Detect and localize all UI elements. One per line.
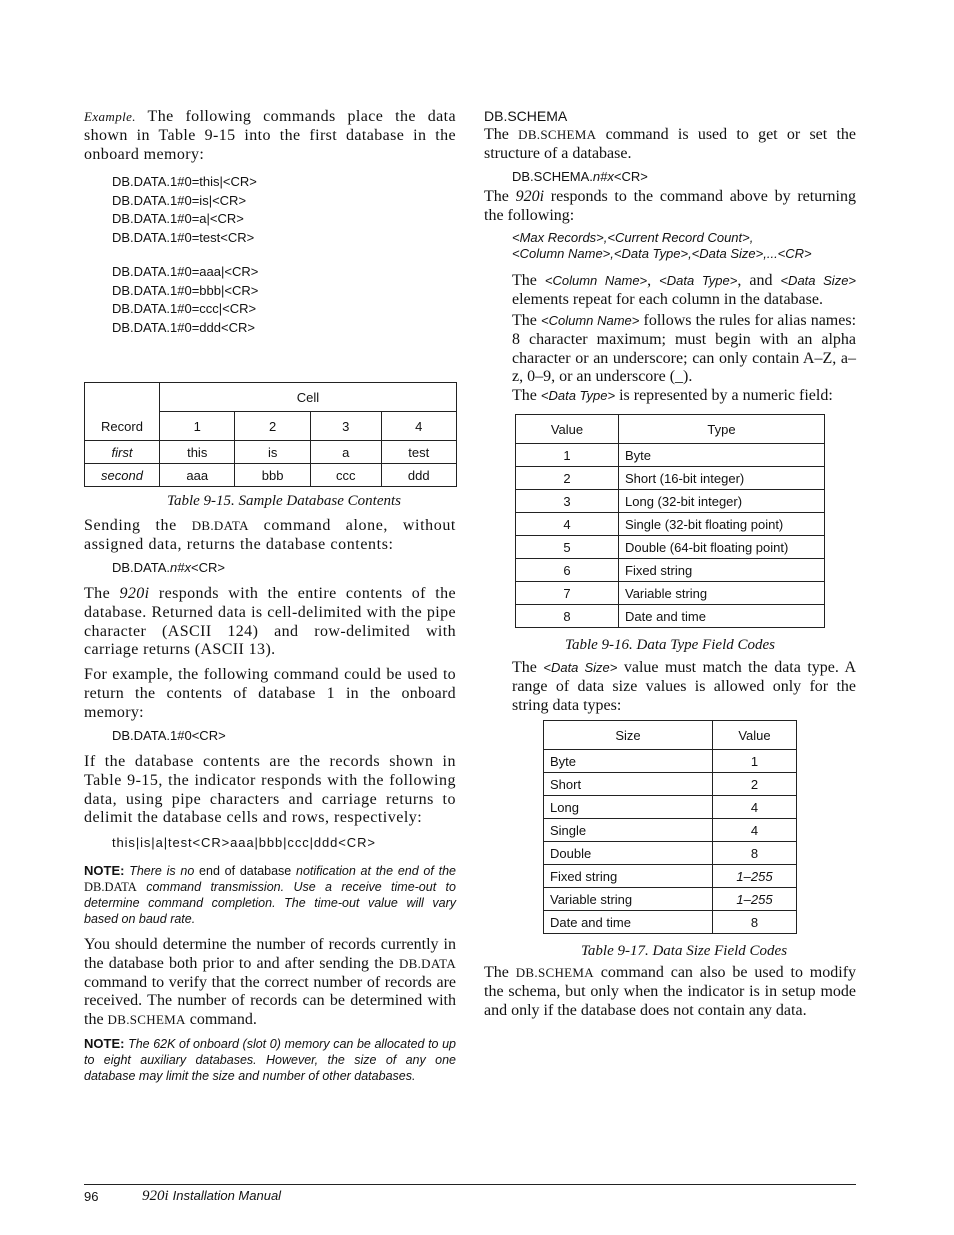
row-label: second <box>85 464 160 487</box>
table-cell: Short <box>544 773 713 796</box>
text-run: command can also be used to modify the schema, but only when the indicator is in setup mode and only if the database does not contain any data. <box>484 964 857 1019</box>
table-cell: 7 <box>516 582 619 605</box>
example-paragraph <box>84 108 456 164</box>
table-cell: 4 <box>713 819 797 842</box>
table-row <box>544 773 797 796</box>
column-header: Size <box>544 721 713 750</box>
table-row <box>85 464 457 487</box>
text-run: command to verify that the correct number of records are received. The number of records can be determined with the <box>84 973 456 1029</box>
page-footer <box>84 1184 856 1204</box>
command-ref: DB.SCHEMA <box>515 965 594 980</box>
text-run: command transmission. Use a receive time-out to determine command completion. The time-out value will vary based on baud rate. <box>84 880 456 926</box>
example2-command: DB.DATA.1#0<CR> <box>112 728 226 743</box>
note-label: NOTE: <box>84 863 125 878</box>
data-type-paragraph <box>512 387 856 406</box>
command-ref: DB.DATA <box>398 955 457 971</box>
table-row <box>516 559 825 582</box>
manual-title: Installation Manual <box>172 1188 282 1203</box>
table-cell: Fixed string <box>619 559 825 582</box>
text-run: responds with the entire contents of the database. Returned data is cell-delimited with the pipe character (ASCII 124) and row-delimited with carriage returns (ASCII 13). <box>84 585 457 659</box>
table-row <box>544 819 797 842</box>
command-list-1 <box>112 173 452 247</box>
sending-paragraph <box>84 517 456 555</box>
table-9-16 <box>515 414 825 628</box>
table-cell: test <box>381 441 456 464</box>
text-run: The <box>512 272 537 289</box>
column-header: Value <box>713 721 797 750</box>
column-header: 2 <box>235 412 310 441</box>
table-cell: this <box>160 441 235 464</box>
response-line: <Column Name>,<Data Type>,<Data Size>,...<CR> <box>512 246 812 261</box>
text-run: The <box>484 964 509 981</box>
table-cell: Single <box>544 819 713 842</box>
response-line: <Max Records>,<Current Record Count>, <box>512 230 754 245</box>
table-cell: 8 <box>713 911 797 934</box>
text-run: follows the rules for alias names: 8 character maximum; must begin with an alpha character or an underscore; can only contain A–Z, a–z, 0–9, or an underscore (_). <box>512 312 857 386</box>
column-header: Type <box>619 415 825 444</box>
dbdata-command <box>112 559 452 578</box>
column-header: 3 <box>310 412 381 441</box>
text-run: The 62K of onboard (slot 0) memory can be allocated to up to eight auxiliary databases. However, the size of any one database may limit the size and number of other databases. <box>84 1037 456 1083</box>
record-header: Record <box>85 383 160 441</box>
table-row <box>85 441 457 464</box>
text-run: command. <box>189 1011 257 1029</box>
command-line: DB.DATA.1#0=is|<CR> <box>112 192 247 208</box>
text-run: and <box>749 272 773 289</box>
text-run: <CR> <box>191 560 225 575</box>
schema-response-format <box>512 230 856 262</box>
table-row <box>516 490 825 513</box>
text-run: DB.SCHEMA. <box>512 169 593 184</box>
table-row <box>544 842 797 865</box>
determine-paragraph <box>84 936 456 1030</box>
data-size-paragraph <box>512 659 856 715</box>
table-cell: Variable string <box>544 888 713 911</box>
table-cell: Long (32-bit integer) <box>619 490 825 513</box>
table-cell: Fixed string <box>544 865 713 888</box>
schema-responds <box>484 188 856 226</box>
command-line: DB.DATA.1#0=ccc|<CR> <box>112 301 257 317</box>
text-run: notification at the end of the <box>296 864 456 878</box>
note-2 <box>84 1036 456 1084</box>
text-run: The <box>484 126 509 143</box>
table-row <box>544 888 797 911</box>
text-run: The <box>484 188 509 205</box>
table-cell: 1–255 <box>713 888 797 911</box>
row-label: first <box>85 441 160 464</box>
table-cell: 3 <box>516 490 619 513</box>
command-ref: DB.SCHEMA <box>107 1012 186 1028</box>
table-row <box>516 605 825 628</box>
table-9-15-caption: Table 9-15. Sample Database Contents <box>166 493 402 509</box>
schema-intro <box>484 126 856 164</box>
table-cell: 1 <box>516 444 619 467</box>
section-heading: DB.SCHEMA <box>484 108 568 124</box>
text-run: end of database <box>199 864 292 878</box>
text-run: n#x <box>170 560 191 575</box>
term: <Data Size> <box>543 660 618 675</box>
text-run: The <box>84 585 111 602</box>
table-cell: a <box>310 441 381 464</box>
model-name: 920i <box>515 188 545 205</box>
column-header: 1 <box>160 412 235 441</box>
ifcontents-paragraph: If the database contents are the records shown in Table 9-15, the indicator responds with the following data, using pipe characters and carriage returns to delimit the database cells and rows, respectively: <box>84 753 456 827</box>
page-number: 96 <box>84 1189 99 1204</box>
table-cell: Single (32-bit floating point) <box>619 513 825 536</box>
term: <Column Name> <box>544 273 648 288</box>
command-line: DB.DATA.1#0=test<CR> <box>112 229 255 245</box>
table-cell: Byte <box>544 750 713 773</box>
table-cell: Double <box>544 842 713 865</box>
responds-paragraph <box>84 585 456 660</box>
text-run: You should determine the number of records currently in the database both prior to and after sending the <box>84 936 456 972</box>
text-run: responds to the command above by returning the following: <box>484 188 856 224</box>
command-ref: DB.DATA <box>191 518 249 533</box>
modify-schema-paragraph <box>484 964 856 1020</box>
text-run: <CR> <box>613 169 648 184</box>
text-run: value must match the data type. A range of data size values is allowed only for the string data types: <box>512 659 857 714</box>
table-cell: is <box>235 441 310 464</box>
table-9-15 <box>84 382 457 487</box>
table-cell: aaa <box>160 464 235 487</box>
table-row <box>516 513 825 536</box>
model-name: 920i <box>142 1188 169 1204</box>
command-line: DB.DATA.1#0=ddd<CR> <box>112 319 255 335</box>
text-run: DB.DATA. <box>112 560 171 575</box>
footer-title <box>142 1187 281 1205</box>
text-run: is represented by a numeric field: <box>619 387 833 404</box>
table-cell: 2 <box>516 467 619 490</box>
text-run: The <box>512 659 537 676</box>
term: <Data Type> <box>540 388 616 403</box>
table-cell: 1 <box>713 750 797 773</box>
note-1 <box>84 863 456 927</box>
term: <Data Size> <box>780 273 857 288</box>
table-cell: 5 <box>516 536 619 559</box>
table-cell: 8 <box>516 605 619 628</box>
table-9-17-caption: Table 9-17. Data Size Field Codes <box>580 943 788 959</box>
table-row <box>544 796 797 819</box>
text-run: The <box>512 312 537 329</box>
table-cell: bbb <box>235 464 310 487</box>
text-run: command is used to get or set the structure of a database. <box>484 126 857 162</box>
table-cell: Variable string <box>619 582 825 605</box>
text-run: The <box>512 387 537 404</box>
table-cell: Date and time <box>619 605 825 628</box>
text-run: command alone, without assigned data, returns the database contents: <box>84 517 456 553</box>
table-cell: 8 <box>713 842 797 865</box>
command-line: DB.DATA.1#0=bbb|<CR> <box>112 282 259 298</box>
table-row <box>544 911 797 934</box>
table-cell: 4 <box>516 513 619 536</box>
table-row <box>516 536 825 559</box>
table-cell: Short (16-bit integer) <box>619 467 825 490</box>
cell-header: Cell <box>160 383 457 412</box>
table-row <box>544 865 797 888</box>
elements-paragraph: The <Column Name>, <Data Type>, and <Data Size> elements repeat for each column in the database. <box>512 272 857 308</box>
column-name-rules <box>512 312 856 387</box>
table-row <box>516 444 825 467</box>
column-header: 4 <box>381 412 456 441</box>
text-run: There is no <box>129 864 195 878</box>
table-9-17 <box>543 720 797 934</box>
table-cell: 4 <box>713 796 797 819</box>
note-label: NOTE: <box>84 1036 125 1051</box>
table-cell: 6 <box>516 559 619 582</box>
table-9-16-caption: Table 9-16. Data Type Field Codes <box>565 637 775 653</box>
table-cell: ccc <box>310 464 381 487</box>
table-row <box>516 467 825 490</box>
table-cell: 2 <box>713 773 797 796</box>
table-row <box>516 582 825 605</box>
command-line: DB.DATA.1#0=this|<CR> <box>112 174 257 189</box>
column-header: Value <box>516 415 619 444</box>
command-line: DB.DATA.1#0=a|<CR> <box>112 211 244 227</box>
table-cell: 1–255 <box>713 865 797 888</box>
table-row <box>544 750 797 773</box>
command-list-2 <box>112 263 452 337</box>
text-run: n#x <box>592 169 614 184</box>
schema-command <box>512 168 852 187</box>
text-run: elements repeat for each column in the database. <box>512 290 823 308</box>
table-cell: Byte <box>619 444 825 467</box>
example-label: Example. <box>84 109 136 124</box>
table-cell: ddd <box>381 464 456 487</box>
command-ref: DB.DATA <box>84 880 137 894</box>
command-line: DB.DATA.1#0=aaa|<CR> <box>112 264 259 279</box>
table-cell: Date and time <box>544 911 713 934</box>
example-text: The following commands place the data shown in Table 9-15 into the first database in the onboard memory: <box>84 108 456 163</box>
command-ref: DB.SCHEMA <box>518 127 597 142</box>
example2-paragraph: For example, the following command could be used to return the contents of database 1 in the onboard memory: <box>84 666 456 721</box>
text-run: Sending the <box>84 517 177 534</box>
term: <Column Name> <box>541 313 640 328</box>
model-name: 920i <box>119 585 150 602</box>
table-cell: Double (64-bit floating point) <box>619 536 825 559</box>
output-line: this|is|a|test<CR>aaa|bbb|ccc|ddd<CR> <box>112 835 376 850</box>
term: <Data Type> <box>659 273 738 288</box>
table-cell: Long <box>544 796 713 819</box>
